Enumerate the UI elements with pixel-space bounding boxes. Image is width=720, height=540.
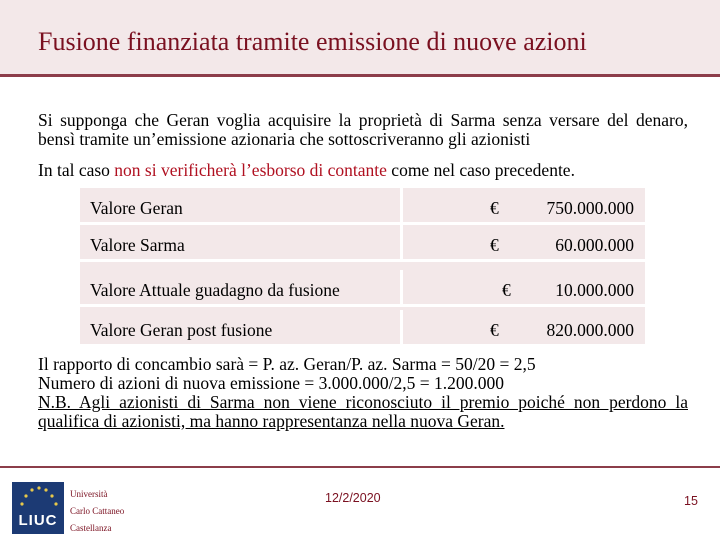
values-table [80, 188, 645, 344]
logo-text: LIUC [18, 512, 58, 529]
university-line: Carlo Cattaneo [70, 506, 125, 516]
currency-symbol: € [490, 320, 499, 340]
title-divider [0, 74, 720, 77]
slide-date: 12/2/2020 [325, 491, 381, 505]
university-name [70, 486, 124, 537]
university-line: Castellanza [70, 523, 112, 533]
intro-second-before: In tal caso [38, 160, 115, 180]
intro-second-line [38, 160, 688, 180]
value-amount: 60.000.000 [555, 235, 634, 255]
value-row [80, 310, 645, 344]
column-divider [400, 310, 403, 344]
intro-highlight: non si verificherà l’esborso di contante [114, 160, 387, 180]
slide-title: Fusione finanziata tramite emissione di nuove azioni [38, 27, 587, 56]
value-label: Valore Geran [90, 198, 183, 218]
value-label: Valore Attuale guadagno da fusione [90, 280, 340, 300]
university-line: Università [70, 489, 108, 499]
column-divider [400, 225, 403, 259]
currency-symbol: € [490, 235, 499, 255]
value-amount: 750.000.000 [546, 198, 634, 218]
footer-divider [0, 466, 720, 468]
row-divider [80, 304, 645, 307]
page-number: 15 [684, 494, 698, 508]
row-divider [80, 259, 645, 262]
intro-second-after: come nel caso precedente. [386, 160, 575, 180]
value-label: Valore Geran post fusione [90, 320, 273, 340]
value-amount: 10.000.000 [555, 280, 634, 300]
liuc-logo [12, 482, 64, 534]
value-row [80, 188, 645, 222]
column-divider [400, 188, 403, 222]
currency-symbol: € [502, 280, 511, 300]
calculation-block [38, 355, 688, 431]
nota-bene: N.B. Agli azionisti di Sarma non viene riconosciuto il premio poiché non perdono la qualifica di azionisti, ma hanno rappresentanza nella nuova Geran. [38, 392, 688, 431]
stars-icon [12, 482, 64, 512]
currency-symbol: € [490, 198, 499, 218]
value-row [80, 225, 645, 259]
value-label: Valore Sarma [90, 235, 185, 255]
column-divider [400, 270, 403, 304]
value-row [80, 270, 645, 304]
new-shares-line: Numero di azioni di nuova emissione = 3.000.000/2,5 = 1.200.000 [38, 373, 504, 393]
value-amount: 820.000.000 [546, 320, 634, 340]
intro-paragraph: Si supponga che Geran voglia acquisire la proprietà di Sarma senza versare del denaro, bensì tramite un’emissione azionaria che sottoscriveranno gli azionisti [38, 110, 688, 149]
exchange-ratio-line: Il rapporto di concambio sarà = P. az. Geran/P. az. Sarma = 50/20 = 2,5 [38, 354, 536, 374]
